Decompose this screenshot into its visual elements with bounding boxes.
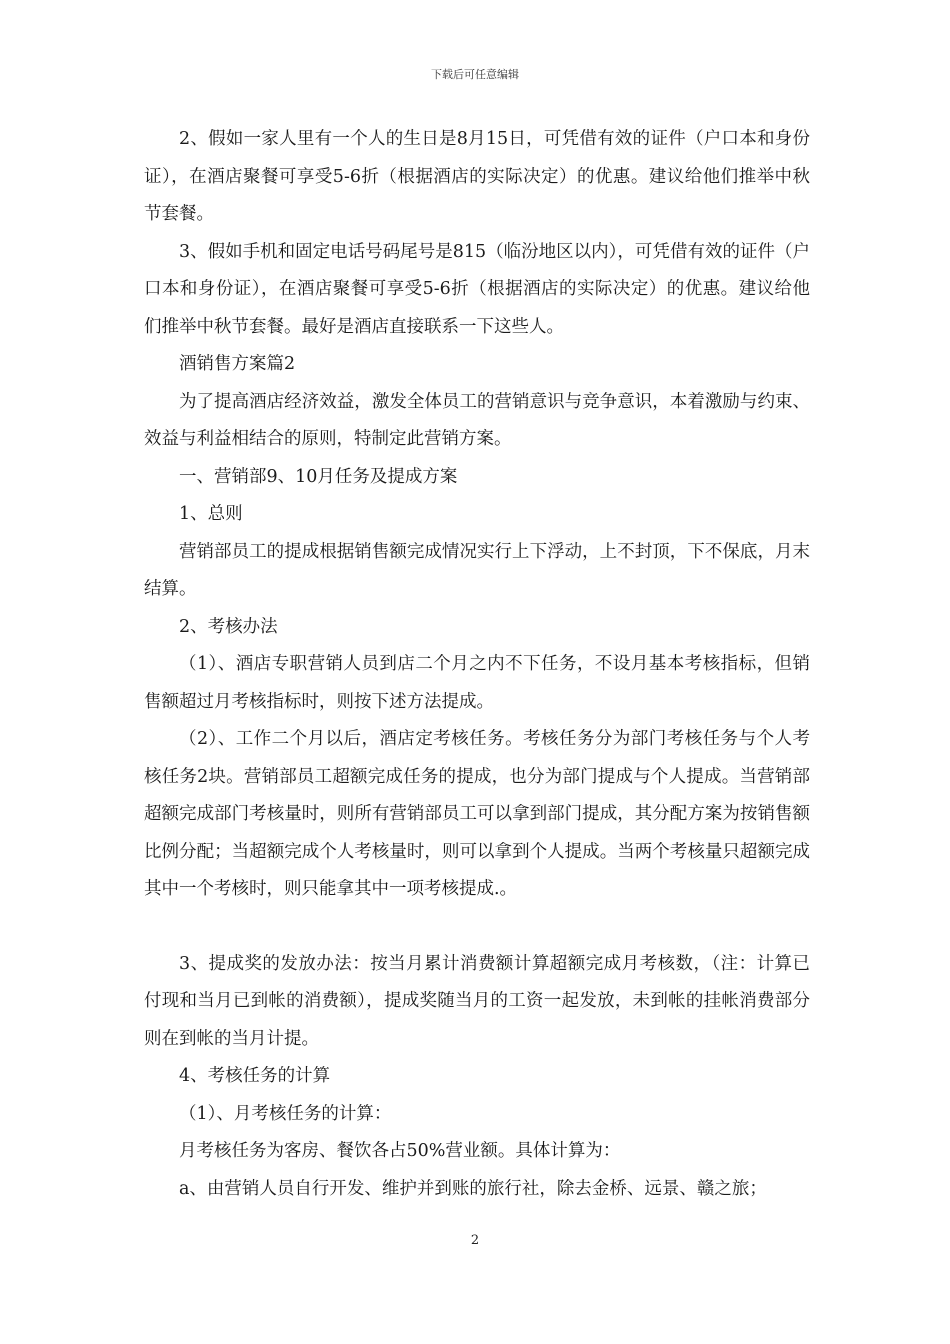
paragraph-assessment-2: （2）、工作二个月以后，酒店定考核任务。考核任务分为部门考核任务与个人考核任务2块。营销部员工超额完成任务的提成，也分为部门提成与个人提成。当营销部超额完成部门考核量时，则所有营销部员工可以拿到部门提成，其分配方案为按销售额比例分配；当超额完成个人考核量时，则可以拿到个人提成。当两个考核量只超额完成其中一个考核时，则只能拿其中一项考核提成.。 <box>144 729 810 899</box>
section-heading-plan-2: 酒销售方案篇2 <box>179 354 296 374</box>
paragraph-phone-offer: 3、假如手机和固定电话号码尾号是815（临汾地区以内），可凭借有效的证件（户口本和身份证），在酒店聚餐可享受5-6折（根据酒店的实际决定）的优惠。建议给他们推举中秋节套餐。最好是酒店直接联系一下这些人。 <box>144 241 810 337</box>
paragraph-bonus-payment: 3、提成奖的发放办法：按当月累计消费额计算超额完成月考核数，（注：计算已付现和当月已到帐的消费额），提成奖随当月的工资一起发放，未到帐的挂帐消费部分则在到帐的当月计提。 <box>144 953 810 1049</box>
paragraph-intro: 为了提高酒店经济效益，激发全体员工的营销意识与竞争意识，本着激励与约束、效益与利益相结合的原则，特制定此营销方案。 <box>144 391 810 449</box>
paragraph-general: 营销部员工的提成根据销售额完成情况实行上下浮动，上不封顶，下不保底，月末结算。 <box>144 541 810 599</box>
page-number: 2 <box>470 1233 480 1248</box>
paragraph-monthly-task: 月考核任务为客房、餐饮各占50%营业额。具体计算为： <box>179 1141 621 1161</box>
paragraph-birthday-offer: 2、假如一家人里有一个人的生日是8月15日，可凭借有效的证件（户口本和身份证），在酒店聚餐可享受5-6折（根据酒店的实际决定）的优惠。建议给他们推举中秋节套餐。 <box>144 129 810 224</box>
subheading-general: 1、总则 <box>179 504 243 524</box>
page-header: 下载后可任意编辑 <box>431 68 519 81</box>
paragraph-assessment-1: （1）、酒店专职营销人员到店二个月之内不下任务，不设月基本考核指标，但销售额超过月考核指标时，则按下述方法提成。 <box>144 654 810 712</box>
section-heading-tasks: 一、营销部9、10月任务及提成方案 <box>179 466 458 487</box>
document-body <box>144 121 810 1208</box>
paragraph-item-a: a、由营销人员自行开发、维护并到账的旅行社，除去金桥、远景、赣之旅； <box>179 1178 767 1199</box>
subheading-assessment: 2、考核办法 <box>179 616 278 637</box>
subheading-task-calculation: 4、考核任务的计算 <box>179 1066 331 1086</box>
subheading-monthly-task: （1）、月考核任务的计算： <box>179 1103 392 1124</box>
